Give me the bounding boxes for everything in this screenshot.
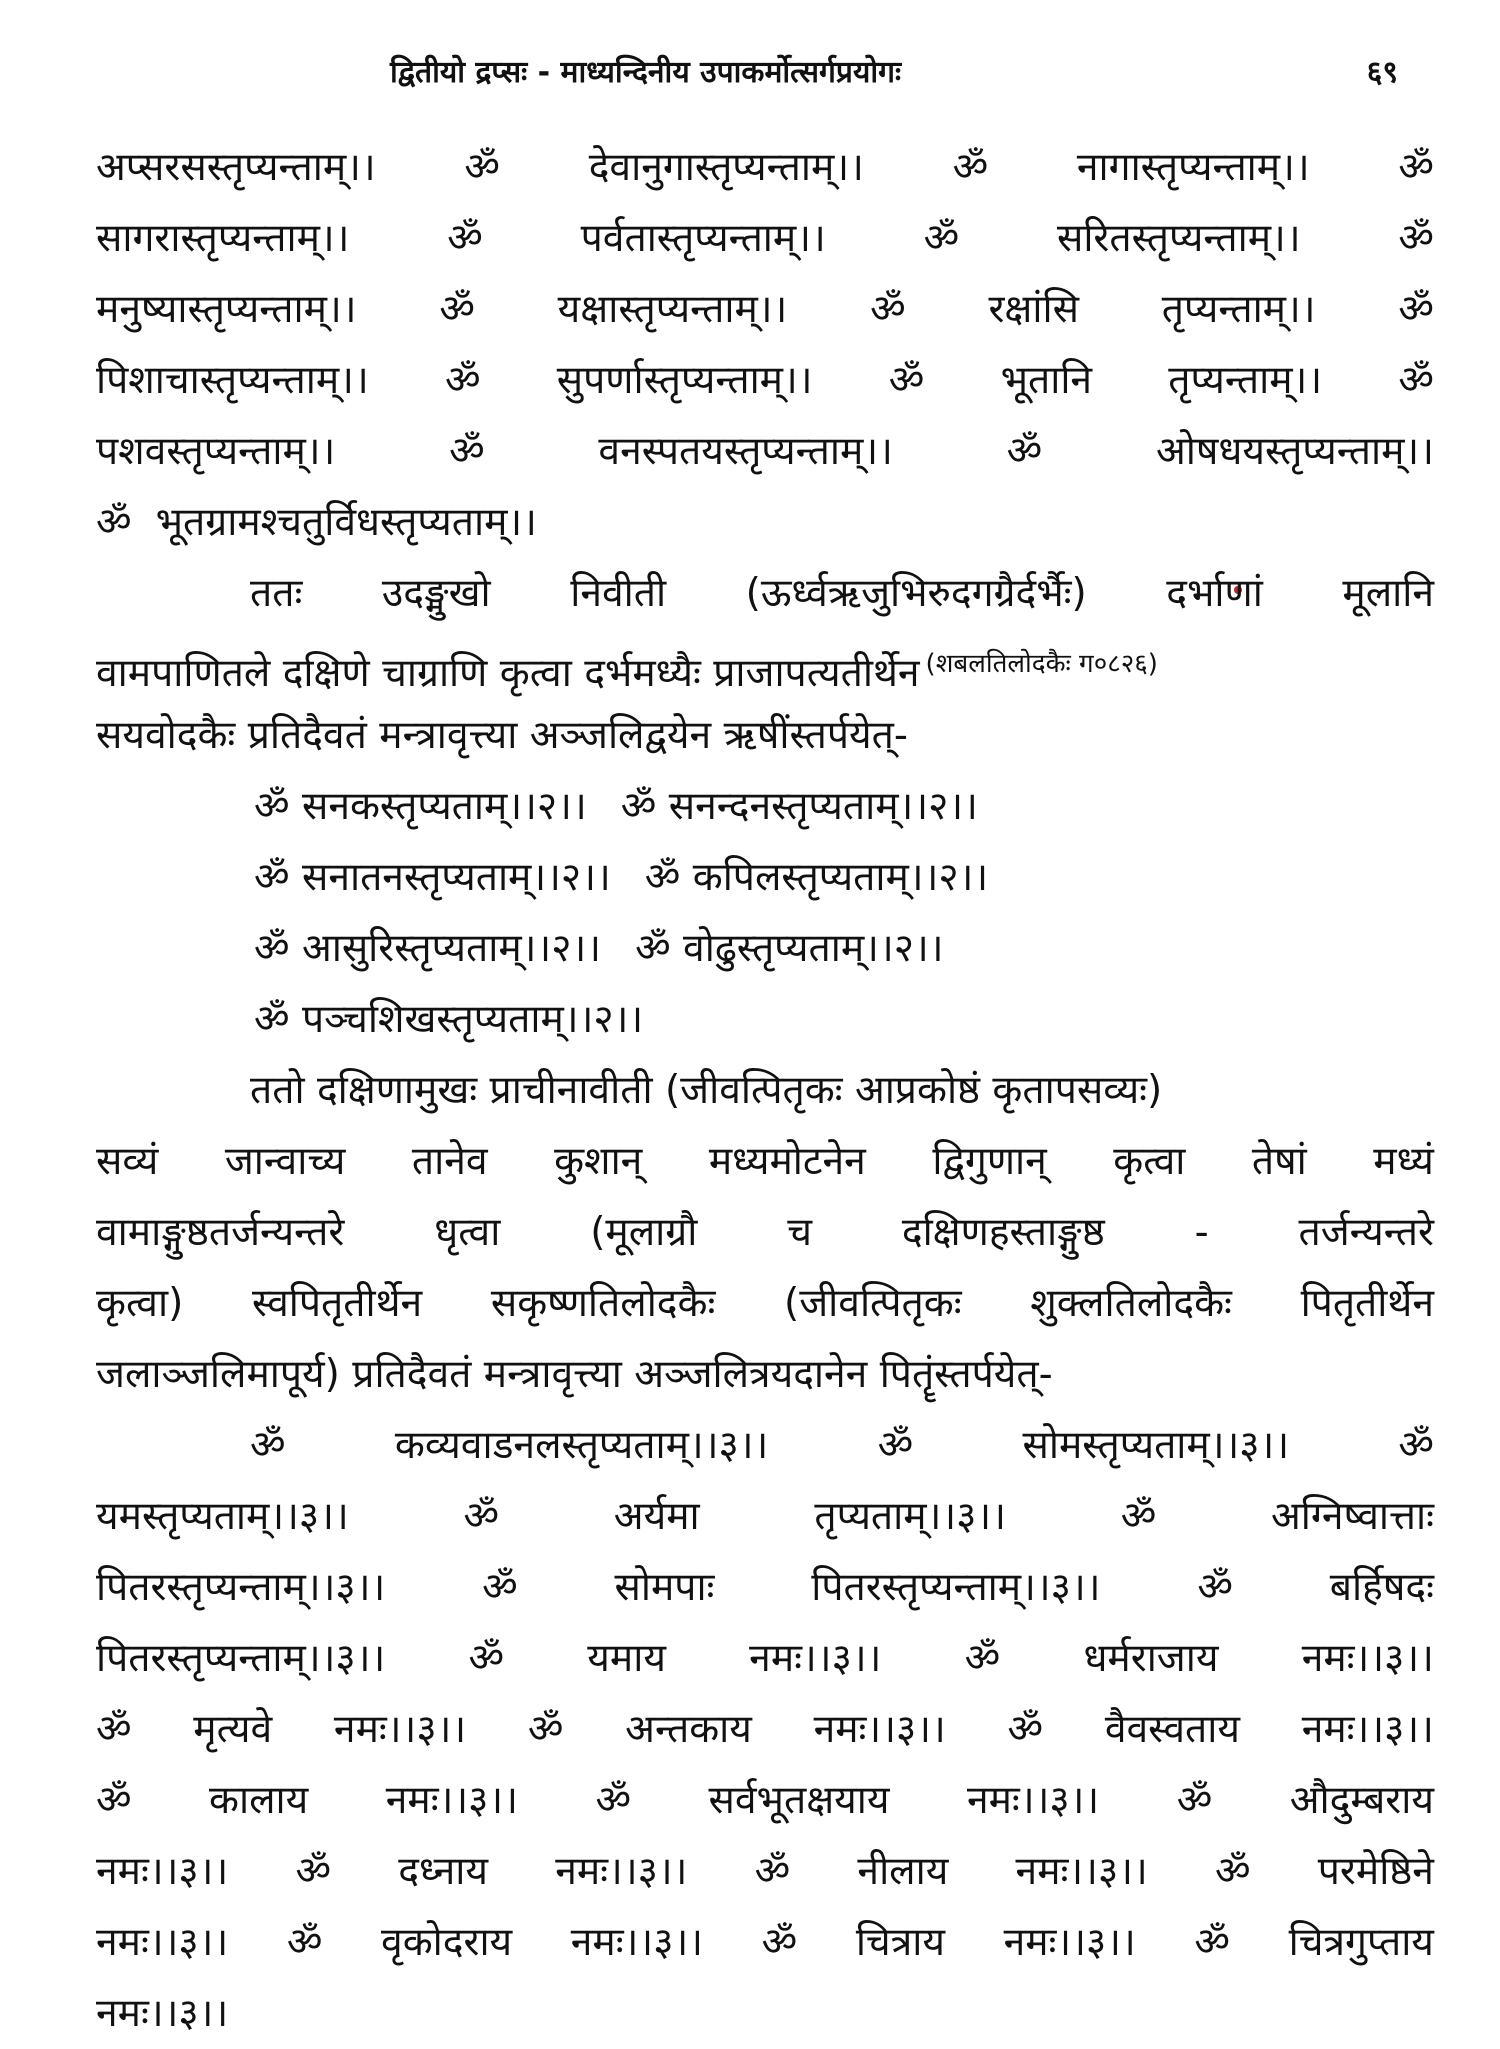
- text-line: [96, 345, 1434, 416]
- text-segment: (मूलाग्रौ: [590, 1210, 698, 1255]
- text-segment: ॐ आसुरिस्तृप्यताम्।।२।।: [254, 926, 602, 971]
- text-segment: मूलानि: [1342, 571, 1434, 616]
- text-segment: पितरस्तृप्यन्ताम्।।३।।: [96, 1565, 386, 1610]
- text-segment: तृप्यताम्।।३।।: [814, 1494, 1006, 1539]
- text-segment: ॐ: [439, 287, 475, 332]
- text-segment: यमस्तृप्यताम्।।३।।: [96, 1494, 349, 1539]
- text-segment: सव्यं: [96, 1139, 159, 1184]
- text-segment: ॐ सनकस्तृप्यताम्।।२।।: [254, 784, 587, 829]
- text-line: [96, 487, 1434, 558]
- text-line: [96, 629, 1434, 700]
- text-segment: (ऊर्ध्वऋजुभिरुदगग्रैर्दर्भैः): [745, 571, 1087, 616]
- text-segment: दर्भाणां: [1166, 571, 1263, 616]
- text-segment: ॐ: [877, 1423, 914, 1468]
- text-segment: सोमस्तृप्यताम्।।३।।: [1022, 1423, 1290, 1468]
- text-segment: ॐ: [1398, 1423, 1434, 1468]
- text-segment: कृत्वा): [96, 1281, 184, 1326]
- text-segment: सयवोदकैः प्रतिदैवतं मन्त्रावृत्त्या अञ्जलिद्वयेन ऋषींस्तर्पयेत्-: [96, 713, 908, 758]
- text-segment: सर्वभूतक्षयाय: [708, 1778, 890, 1823]
- text-segment: ॐ: [449, 429, 485, 474]
- text-line: [96, 1978, 1434, 2049]
- text-segment: तृप्यन्ताम्।।: [1168, 358, 1323, 403]
- text-segment: ॐ: [1215, 1849, 1251, 1894]
- text-line: [96, 984, 1434, 1055]
- text-segment: द्विगुणान्: [932, 1139, 1047, 1184]
- text-segment: दध्नाय: [398, 1849, 488, 1894]
- text-segment: सकृष्णतिलोदकैः: [490, 1281, 716, 1326]
- text-segment: नमः।।३।।: [966, 1778, 1100, 1823]
- header-title: द्वितीयो द्रप्सः - माध्यन्दिनीय उपाकर्मोत्सर्गप्रयोगः: [390, 55, 902, 90]
- text-segment: ॐ सनन्दनस्तृप्यताम्।।२।।: [620, 784, 978, 829]
- text-segment: मध्यं: [1373, 1139, 1434, 1184]
- text-segment: ॐ: [463, 1494, 500, 1539]
- text-segment: कालाय: [209, 1778, 309, 1823]
- text-line: [96, 416, 1434, 487]
- text-segment: पितरस्तृप्यन्ताम्।।३।।: [96, 1636, 386, 1681]
- text-line: [96, 1836, 1434, 1907]
- text-line: [96, 1481, 1434, 1552]
- text-segment: जलाञ्जलिमापूर्य) प्रतिदैवतं मन्त्रावृत्त्या अञ्जलित्रयदानेन पितॄंस्तर्पयेत्-: [96, 1352, 1053, 1397]
- text-segment: ॐ: [96, 1707, 132, 1752]
- text-segment: परमेष्ठिने: [1317, 1849, 1434, 1894]
- text-line: [96, 1410, 1434, 1481]
- text-segment: नमः।।३।।: [570, 1920, 704, 1965]
- text-segment: ॐ: [870, 287, 906, 332]
- text-line: [96, 274, 1434, 345]
- text-segment: ॐ: [286, 1920, 323, 1965]
- text-line: [96, 1197, 1434, 1268]
- text-line: [96, 1623, 1434, 1694]
- text-segment: ॐ: [1398, 358, 1434, 403]
- text-segment: नमः।।३।।: [1015, 1849, 1148, 1894]
- text-body: [96, 132, 1434, 2049]
- text-segment: ॐ: [761, 1920, 798, 1965]
- text-segment: चित्रगुप्ताय: [1288, 1920, 1434, 1965]
- text-segment: ॐ: [1194, 1920, 1230, 1965]
- text-segment: ॐ: [964, 1636, 1001, 1681]
- text-segment: ॐ: [1006, 429, 1043, 474]
- text-segment: ॐ: [96, 1778, 132, 1823]
- text-segment: ओषधयस्तृप्यन्ताम्।।: [1155, 429, 1434, 474]
- text-segment: निवीती: [570, 571, 667, 616]
- text-segment: कुशान्: [554, 1139, 643, 1184]
- text-segment: पशवस्तृप्यन्ताम्।।: [96, 429, 336, 474]
- text-segment: ॐ: [482, 1565, 518, 1610]
- text-segment: अर्यमा: [613, 1494, 700, 1539]
- text-segment: नीलाय: [857, 1849, 949, 1894]
- text-segment: नागास्तृप्यन्ताम्।।: [1076, 145, 1310, 190]
- text-segment: वामाङ्गुष्ठतर्जन्यन्तरे: [96, 1210, 345, 1255]
- text-segment: देवानुगास्तृप्यन्ताम्।।: [588, 145, 864, 190]
- text-segment: तृप्यन्ताम्।।: [1161, 287, 1316, 332]
- line-main-text: वामपाणितले दक्षिणे चाग्राणि कृत्वा दर्भमध्यैः प्राजापत्यतीर्थेन: [96, 651, 920, 696]
- text-segment: ॐ: [1398, 287, 1434, 332]
- text-segment: [96, 629, 1158, 709]
- text-segment: कव्यवाडनलस्तृप्यताम्।।३।।: [394, 1423, 769, 1468]
- text-segment: ॐ सनातनस्तृप्यताम्।।२।।: [254, 855, 611, 900]
- text-segment: दक्षिणहस्ताङ्गुष्ठ: [901, 1210, 1105, 1255]
- text-segment: ॐ: [464, 145, 500, 190]
- text-segment: नमः।।३।।: [1003, 1920, 1136, 1965]
- text-segment: जान्वाच्य: [224, 1139, 346, 1184]
- text-segment: रक्षांसि: [988, 287, 1079, 332]
- text-segment: ॐ पञ्चशिखस्तृप्यताम्।।२।।: [254, 997, 644, 1042]
- page-number: ६९: [1366, 55, 1398, 90]
- text-segment: बर्हिषदः: [1329, 1565, 1434, 1610]
- text-segment: चित्राय: [855, 1920, 945, 1965]
- text-segment: नमः।।३।।: [96, 1920, 229, 1965]
- text-segment: ॐ: [468, 1636, 505, 1681]
- text-segment: ॐ: [1176, 1778, 1213, 1823]
- text-segment: ततो दक्षिणामुखः प्राचीनावीती (जीवत्पितृकः आप्रकोष्ठं कृतापसव्यः): [250, 1068, 1163, 1113]
- text-segment: पिशाचास्तृप्यन्ताम्।।: [96, 358, 369, 403]
- text-segment: ॐ वोढुस्तृप्यताम्।।२।।: [635, 926, 944, 971]
- text-segment: नमः।।३।।: [1301, 1707, 1434, 1752]
- reference-note: (शबलतिलोदकैः ग०८२६): [925, 649, 1158, 679]
- text-segment: नमः।।३।।: [749, 1636, 882, 1681]
- text-segment: ॐ: [754, 1849, 791, 1894]
- text-segment: तर्जन्यन्तरे: [1298, 1210, 1434, 1255]
- text-segment: नमः।।३।।: [813, 1707, 946, 1752]
- text-segment: अन्तकाय: [625, 1707, 752, 1752]
- text-line: [96, 771, 1434, 842]
- text-segment: ॐ: [447, 216, 483, 261]
- text-segment: अग्निष्वात्ताः: [1271, 1494, 1434, 1539]
- text-segment: कृत्वा: [1113, 1139, 1186, 1184]
- text-line: [96, 1055, 1434, 1126]
- text-segment: वैवस्वताय: [1104, 1707, 1240, 1752]
- text-segment: भूतग्रामश्चतुर्विधस्तृप्यताम्।।: [155, 500, 537, 545]
- text-segment: वनस्पतयस्तृप्यन्ताम्।।: [598, 429, 893, 474]
- text-line: [96, 1268, 1434, 1339]
- text-segment: ॐ कपिलस्तृप्यताम्।।२।।: [644, 855, 989, 900]
- text-line: [96, 1126, 1434, 1197]
- text-segment: नमः।।३।।: [333, 1707, 467, 1752]
- running-header: [90, 40, 1410, 110]
- text-segment: च: [787, 1210, 812, 1255]
- text-segment: सरितस्तृप्यन्ताम्।।: [1056, 216, 1301, 261]
- text-segment: पर्वतास्तृप्यन्ताम्।।: [580, 216, 826, 261]
- text-segment: यमाय: [587, 1636, 666, 1681]
- text-segment: शुक्लतिलोदकैः: [1030, 1281, 1232, 1326]
- text-segment: यक्षास्तृप्यन्ताम्।।: [557, 287, 788, 332]
- text-line: [96, 1907, 1434, 1978]
- text-line: [96, 700, 1434, 771]
- text-segment: धृत्वा: [434, 1210, 501, 1255]
- text-segment: भूतानि: [1000, 358, 1093, 403]
- text-line: [96, 132, 1434, 203]
- text-line: [96, 1339, 1434, 1410]
- text-segment: ॐ: [250, 1423, 286, 1468]
- text-segment: (जीवत्पितृकः: [784, 1281, 962, 1326]
- text-segment: सुपर्णास्तृप्यन्ताम्।।: [556, 358, 813, 403]
- text-segment: ॐ: [527, 1707, 564, 1752]
- text-line: [96, 1694, 1434, 1765]
- text-segment: तानेव: [411, 1139, 488, 1184]
- text-line: [96, 558, 1434, 629]
- text-segment: नमः।।३।।: [1301, 1636, 1434, 1681]
- text-segment: मध्यमोटनेन: [708, 1139, 866, 1184]
- text-segment: नमः।।३।।: [96, 1849, 229, 1894]
- text-segment: नमः।।३।।: [385, 1778, 518, 1823]
- text-segment: उदङ्मुखो: [381, 571, 491, 616]
- text-segment: पितृतीर्थेन: [1300, 1281, 1434, 1326]
- text-segment: मृत्यवे: [193, 1707, 273, 1752]
- text-segment: ॐ: [1398, 216, 1434, 261]
- text-segment: स्वपितृतीर्थेन: [251, 1281, 423, 1326]
- text-segment: पितरस्तृप्यन्ताम्।।३।।: [811, 1565, 1101, 1610]
- text-segment: ॐ: [1197, 1565, 1233, 1610]
- text-line: [96, 1552, 1434, 1623]
- text-segment: सागरास्तृप्यन्ताम्।।: [96, 216, 350, 261]
- text-segment: ॐ: [923, 216, 960, 261]
- text-line: [96, 842, 1434, 913]
- text-segment: ततः: [250, 571, 303, 616]
- text-segment: ॐ: [1007, 1707, 1044, 1752]
- text-segment: अप्सरसस्तृप्यन्ताम्।।: [96, 145, 376, 190]
- text-segment: ॐ: [1120, 1494, 1157, 1539]
- text-segment: ॐ: [295, 1849, 332, 1894]
- text-segment: ॐ: [595, 1778, 632, 1823]
- text-segment: ॐ: [96, 500, 132, 545]
- text-segment: ॐ: [952, 145, 989, 190]
- text-segment: नमः।।३।।: [555, 1849, 688, 1894]
- text-segment: ॐ: [1398, 145, 1434, 190]
- text-line: [96, 913, 1434, 984]
- text-segment: -: [1194, 1210, 1209, 1255]
- text-segment: औदुम्बराय: [1289, 1778, 1434, 1823]
- text-segment: ॐ: [444, 358, 481, 403]
- text-segment: ॐ: [888, 358, 925, 403]
- text-segment: धर्मराजाय: [1083, 1636, 1219, 1681]
- text-segment: नमः।।३।।: [96, 1991, 229, 2036]
- text-segment: वृकोदराय: [381, 1920, 513, 1965]
- text-line: [96, 203, 1434, 274]
- text-line: [96, 1765, 1434, 1836]
- text-segment: सोमपाः: [614, 1565, 715, 1610]
- text-segment: मनुष्यास्तृप्यन्ताम्।।: [96, 287, 357, 332]
- text-segment: तेषां: [1251, 1139, 1307, 1184]
